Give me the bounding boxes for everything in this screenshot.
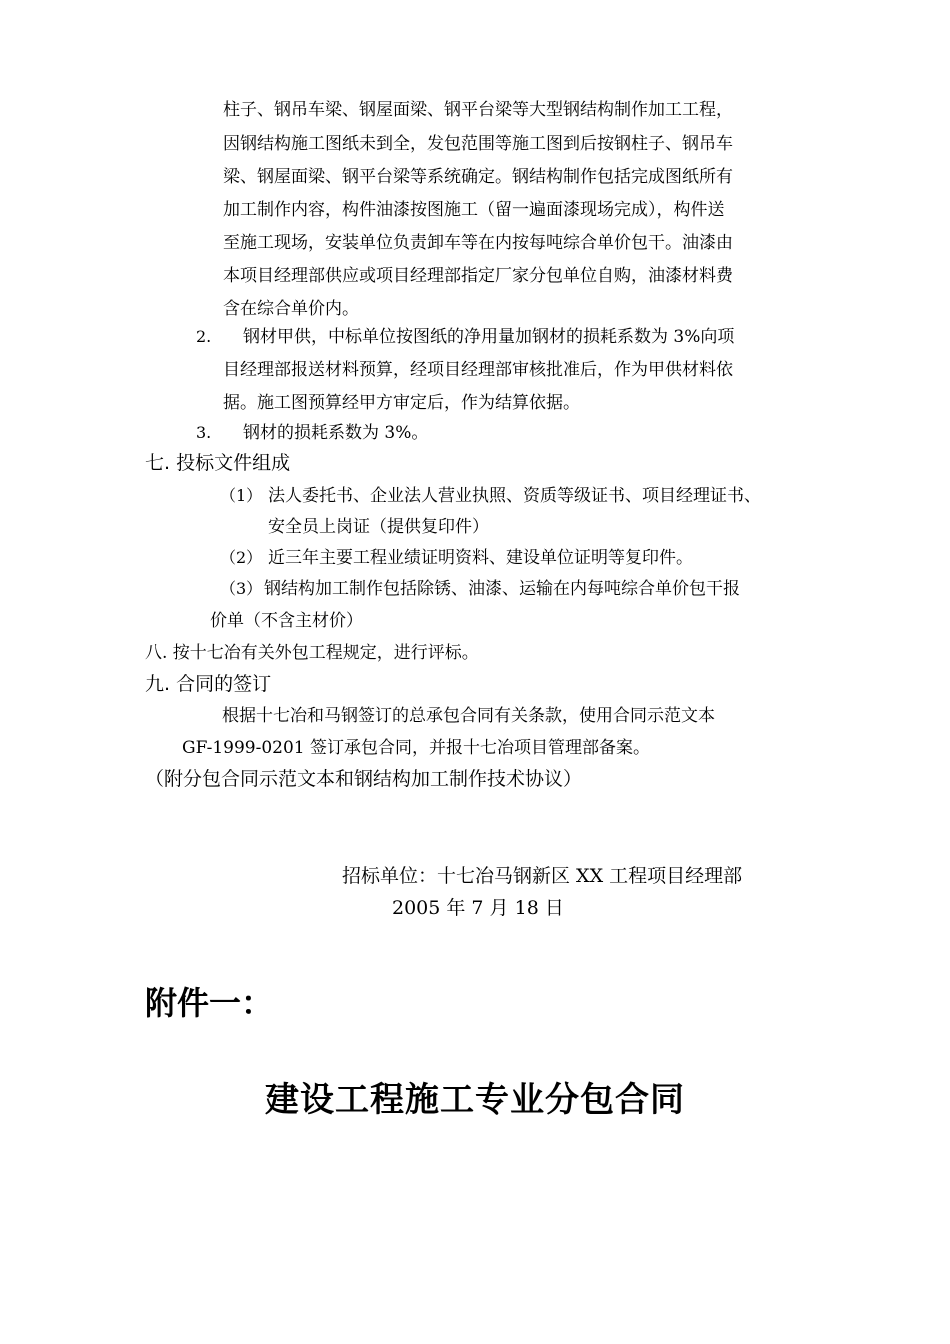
appendix-note: （附分包合同示范文本和钢结构加工制作技术协议） [145,768,583,790]
attachment-label: 附件一： [145,984,274,1022]
section9-line-2: GF-1999-0201 签订承包合同，并报十七冶项目管理部备案。 [182,738,651,758]
section7-heading: 七. 投标文件组成 [145,452,291,474]
section8-heading: 八. 按十七冶有关外包工程规定，进行评标。 [145,643,479,663]
item1-line-5: 至施工现场，安装单位负责卸车等在内按每吨综合单价包干。油漆由 [223,233,733,253]
section7-item1-line-2: 安全员上岗证（提供复印件） [268,517,489,537]
item1-line-2: 因钢结构施工图纸未到全，发包范围等施工图到后按钢柱子、钢吊车 [223,134,733,154]
section7-item3-line-1: 钢结构加工制作包括除锈、油漆、运输在内每吨综合单价包干报 [264,579,740,599]
item3-text: 钢材的损耗系数为 3%。 [243,423,429,443]
section7-item3-line-2: 价单（不含主材价） [210,611,363,631]
item2-line-1: 钢材甲供，中标单位按图纸的净用量加钢材的损耗系数为 3%向项 [243,327,735,347]
section9-line-1: 根据十七冶和马钢签订的总承包合同有关条款，使用合同示范文本 [222,706,715,726]
item1-line-7: 含在综合单价内。 [223,299,359,319]
section9-heading: 九. 合同的签订 [145,673,272,695]
section7-item3-number: （3） [220,579,263,598]
issue-date: 2005 年 7 月 18 日 [392,897,564,919]
section7-item2-number: （2） [220,548,263,567]
section7-item1-number: （1） [220,486,263,505]
item2-line-2: 目经理部报送材料预算，经项目经理部审核批准后，作为甲供材料依 [223,360,733,380]
section7-item1-line-1: 法人委托书、企业法人营业执照、资质等级证书、项目经理证书、 [268,486,761,506]
section7-item2-line-1: 近三年主要工程业绩证明资料、建设单位证明等复印件。 [268,548,693,568]
item3-number: 3. [196,423,212,442]
attachment-title: 建设工程施工专业分包合同 [265,1080,685,1120]
item2-number: 2. [196,327,212,346]
item1-line-3: 梁、钢屋面梁、钢平台梁等系统确定。钢结构制作包括完成图纸所有 [223,167,733,187]
issuer-name: 招标单位：十七冶马钢新区 XX 工程项目经理部 [342,865,743,887]
item1-line-6: 本项目经理部供应或项目经理部指定厂家分包单位自购，油漆材料费 [223,266,733,286]
item2-line-3: 据。施工图预算经甲方审定后，作为结算依据。 [223,393,580,413]
item1-line-4: 加工制作内容，构件油漆按图施工（留一遍面漆现场完成），构件送 [223,200,725,220]
item1-line-1: 柱子、钢吊车梁、钢屋面梁、钢平台梁等大型钢结构制作加工工程， [223,100,733,120]
